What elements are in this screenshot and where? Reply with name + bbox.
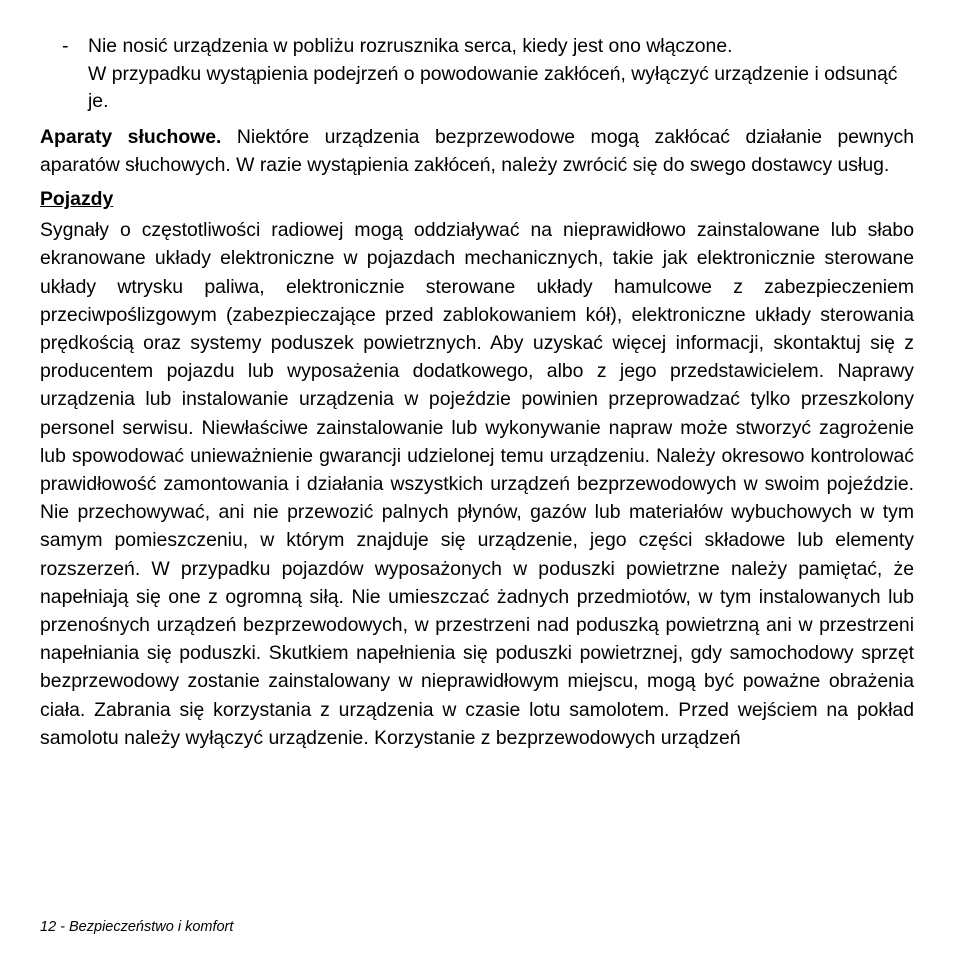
document-body xyxy=(40,33,914,752)
hearing-aids-text: Niektóre urządzenia bezprzewodowe mogą zakłócać działanie pewnych aparatów słuchowych. W razie wystąpienia zakłóceń, należy zwrócić się do swego dostawcy usług. xyxy=(40,125,915,176)
list-dash: - xyxy=(62,35,69,57)
section-heading-vehicles: Pojazdy xyxy=(40,188,114,211)
list-item-pacemaker xyxy=(40,33,914,116)
list-item-second-line: W przypadku wystąpienia podejrzeń o powodowanie zakłóceń, wyłączyć urządzenie i odsunąć je. xyxy=(88,62,898,112)
list-item-first-line: Nie nosić urządzenia w pobliżu rozrusznika serca, kiedy jest ono włączone. xyxy=(88,35,733,57)
vehicles-paragraph: Sygnały o częstotliwości radiowej mogą oddziaływać na nieprawidłowo zainstalowane lub słabo ekranowane układy elektroniczne w pojazdach mechanicznych, takie jak elektronicznie sterowane układy wtrysku paliwa, elektronicznie sterowane układy hamulcowe z zabezpieczeniem przeciwpoślizgowym (zabezpieczające przed zablokowaniem kół), elektroniczne układy sterowania prędkością oraz systemy poduszek powietrznych. Aby uzyskać więcej informacji, skontaktuj się z producentem pojazdu lub wyposażenia dodatkowego, albo z jego przedstawicielem. Naprawy urządzenia lub instalowanie urządzenia w pojeździe powinien przeprowadzać tylko przeszkolony personel serwisu. Niewłaściwe zainstalowanie lub wykonywanie napraw może stworzyć zagrożenie lub spowodować unieważnienie gwarancji udzielonej temu urządzeniu. Należy okresowo kontrolować prawidłowość zamontowania i działania wszystkich urządzeń bezprzewodowych w swoim pojeździe. Nie przechowywać, ani nie przewozić palnych płynów, gazów lub materiałów wybuchowych w tym samym pomieszczeniu, w którym znajduje się urządzenie, jego części składowe lub elementy rozszerzeń. W przypadku pojazdów wyposażonych w poduszki powietrzne należy pamiętać, że napełniają się one z ogromną siłą. Nie umieszczać żadnych przedmiotów, w tym instalowanych lub przenośnych urządzeń bezprzewodowych, w przestrzeni nad poduszką powietrzną ani w przestrzeni napełniania się poduszki. Skutkiem napełnienia się poduszki powietrznej, gdy samochodowy sprzęt bezprzewodowy zostanie zainstalowany w nieprawidłowym miejscu, mogą być poważne obrażenia ciała. Zabrania się korzystania z urządzenia w czasie lotu samolotem. Przed wejściem na pokład samolotu należy wyłączyć urządzenie. Korzystanie z bezprzewodowych urządzeń xyxy=(40,219,914,749)
hearing-aids-paragraph xyxy=(40,123,914,180)
page-footer: 12 - Bezpieczeństwo i komfort xyxy=(40,919,234,935)
hearing-aids-lead: Aparaty słuchowe. xyxy=(40,125,222,148)
